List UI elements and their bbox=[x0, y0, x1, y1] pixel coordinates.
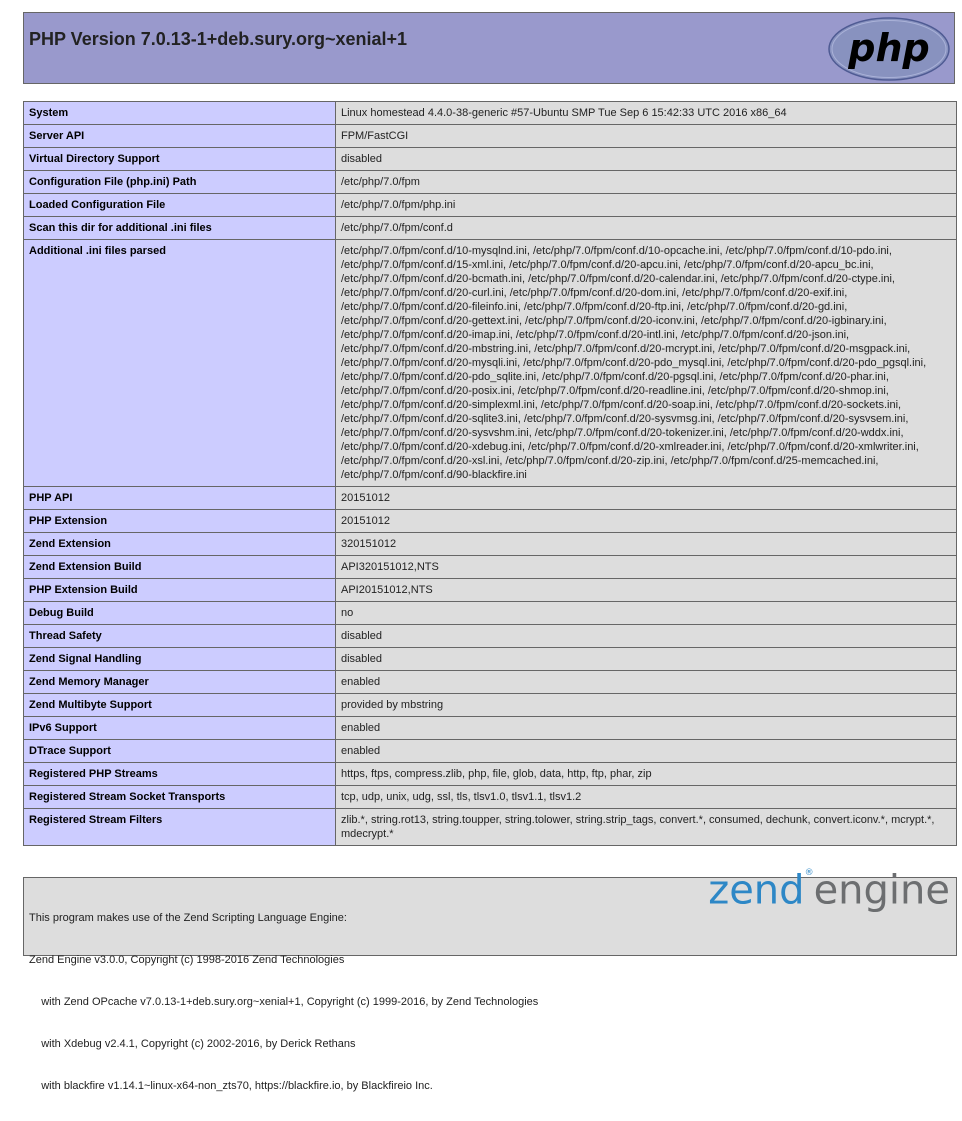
table-row bbox=[24, 809, 957, 846]
row-value: FPM/FastCGI bbox=[336, 125, 957, 148]
row-value: https, ftps, compress.zlib, php, file, glob, data, http, ftp, phar, zip bbox=[336, 763, 957, 786]
php-logo[interactable] bbox=[828, 17, 950, 86]
php-info-table bbox=[23, 101, 957, 846]
row-value: no bbox=[336, 602, 957, 625]
row-value: disabled bbox=[336, 148, 957, 171]
row-key: Zend Extension bbox=[24, 533, 336, 556]
row-key: Zend Signal Handling bbox=[24, 648, 336, 671]
row-value: /etc/php/7.0/fpm/conf.d bbox=[336, 217, 957, 240]
row-key: Configuration File (php.ini) Path bbox=[24, 171, 336, 194]
row-key: Debug Build bbox=[24, 602, 336, 625]
row-key: IPv6 Support bbox=[24, 717, 336, 740]
row-value: tcp, udp, unix, udg, ssl, tls, tlsv1.0, tlsv1.1, tlsv1.2 bbox=[336, 786, 957, 809]
table-row bbox=[24, 740, 957, 763]
row-key: Registered Stream Filters bbox=[24, 809, 336, 846]
table-row bbox=[24, 171, 957, 194]
row-value: 320151012 bbox=[336, 533, 957, 556]
row-key: Zend Multibyte Support bbox=[24, 694, 336, 717]
row-key: Additional .ini files parsed bbox=[24, 240, 336, 487]
zend-credits bbox=[29, 883, 538, 1121]
table-row bbox=[24, 786, 957, 809]
row-key: System bbox=[24, 102, 336, 125]
row-key: Registered Stream Socket Transports bbox=[24, 786, 336, 809]
row-key: PHP Extension bbox=[24, 510, 336, 533]
zend-logo-text: zend bbox=[708, 867, 805, 914]
table-row bbox=[24, 625, 957, 648]
table-row bbox=[24, 217, 957, 240]
row-value: API320151012,NTS bbox=[336, 556, 957, 579]
row-key: Loaded Configuration File bbox=[24, 194, 336, 217]
row-key: Server API bbox=[24, 125, 336, 148]
row-value: 20151012 bbox=[336, 487, 957, 510]
row-key: DTrace Support bbox=[24, 740, 336, 763]
table-row bbox=[24, 533, 957, 556]
row-key: Thread Safety bbox=[24, 625, 336, 648]
engine-logo-text: engine bbox=[813, 867, 950, 914]
footer-line: This program makes use of the Zend Scripting Language Engine: bbox=[29, 912, 347, 924]
footer-line: with blackfire v1.14.1~linux-x64-non_zts70, https://blackfire.io, by Blackfireio Inc. bbox=[29, 1080, 433, 1092]
table-row bbox=[24, 102, 957, 125]
table-row bbox=[24, 602, 957, 625]
row-value: zlib.*, string.rot13, string.toupper, string.tolower, string.strip_tags, convert.*, consumed, dechunk, convert.iconv.*, mcrypt.*, mdecrypt.* bbox=[336, 809, 957, 846]
table-row bbox=[24, 148, 957, 171]
row-key: Virtual Directory Support bbox=[24, 148, 336, 171]
row-value: enabled bbox=[336, 717, 957, 740]
zend-engine-logo[interactable] bbox=[708, 867, 950, 914]
zend-footer bbox=[23, 867, 957, 1092]
table-row bbox=[24, 194, 957, 217]
table-row bbox=[24, 125, 957, 148]
table-row bbox=[24, 717, 957, 740]
table-row bbox=[24, 556, 957, 579]
table-row bbox=[24, 694, 957, 717]
table-row bbox=[24, 487, 957, 510]
row-key: PHP Extension Build bbox=[24, 579, 336, 602]
row-value: disabled bbox=[336, 625, 957, 648]
php-logo-text: php bbox=[848, 26, 930, 70]
php-logo-icon bbox=[828, 17, 950, 81]
row-value: provided by mbstring bbox=[336, 694, 957, 717]
row-value: Linux homestead 4.4.0-38-generic #57-Ubuntu SMP Tue Sep 6 15:42:33 UTC 2016 x86_64 bbox=[336, 102, 957, 125]
table-row bbox=[24, 579, 957, 602]
row-key: Zend Extension Build bbox=[24, 556, 336, 579]
table-row bbox=[24, 671, 957, 694]
row-value: 20151012 bbox=[336, 510, 957, 533]
row-value: /etc/php/7.0/fpm/conf.d/10-mysqlnd.ini, /etc/php/7.0/fpm/conf.d/10-opcache.ini, /etc/php/7.0/fpm/conf.d/10-pdo.ini, /etc/php/7.0/fpm/conf.d/15-xml.ini, /etc/php/7.0/fpm/conf.d/20-apcu.ini, /etc/php/7.0/fpm/conf.d/20-apcu_bc.ini, /etc/php/7.0/fpm/conf.d/20-bcmath.ini, /etc/php/7.0/fpm/conf.d/20-calendar.ini, /etc/php/7.0/fpm/conf.d/20-ctype.ini, /etc/php/7.0/fpm/conf.d/20-curl.ini, /etc/php/7.0/fpm/conf.d/20-dom.ini, /etc/php/7.0/fpm/conf.d/20-exif.ini, /etc/php/7.0/fpm/conf.d/20-fileinfo.ini, /etc/php/7.0/fpm/conf.d/20-ftp.ini, /etc/php/7.0/fpm/conf.d/20-gd.ini, /etc/php/7.0/fpm/conf.d/20-gettext.ini, /etc/php/7.0/fpm/conf.d/20-iconv.ini, /etc/php/7.0/fpm/conf.d/20-igbinary.ini, /etc/php/7.0/fpm/conf.d/20-imap.ini, /etc/php/7.0/fpm/conf.d/20-intl.ini, /etc/php/7.0/fpm/conf.d/20-json.ini, /etc/php/7.0/fpm/conf.d/20-mbstring.ini, /etc/php/7.0/fpm/conf.d/20-mcrypt.ini, /etc/php/7.0/fpm/conf.d/20-msgpack.ini, /etc/php/7.0/fpm/conf.d/20-mysqli.ini, /etc/php/7.0/fpm/conf.d/20-pdo_mysql.ini, /etc/php/7.0/fpm/conf.d/20-pdo_pgsql.ini, /etc/php/7.0/fpm/conf.d/20-pdo_sqlite.ini, /etc/php/7.0/fpm/conf.d/20-pgsql.ini, /etc/php/7.0/fpm/conf.d/20-phar.ini, /etc/php/7.0/fpm/conf.d/20-posix.ini, /etc/php/7.0/fpm/conf.d/20-readline.ini, /etc/php/7.0/fpm/conf.d/20-shmop.ini, /etc/php/7.0/fpm/conf.d/20-simplexml.ini, /etc/php/7.0/fpm/conf.d/20-soap.ini, /etc/php/7.0/fpm/conf.d/20-sockets.ini, /etc/php/7.0/fpm/conf.d/20-sqlite3.ini, /etc/php/7.0/fpm/conf.d/20-sysvmsg.ini, /etc/php/7.0/fpm/conf.d/20-sysvsem.ini, /etc/php/7.0/fpm/conf.d/20-sysvshm.ini, /etc/php/7.0/fpm/conf.d/20-tokenizer.ini, /etc/php/7.0/fpm/conf.d/20-wddx.ini, /etc/php/7.0/fpm/conf.d/20-xdebug.ini, /etc/php/7.0/fpm/conf.d/20-xmlreader.ini, /etc/php/7.0/fpm/conf.d/20-xmlwriter.ini, /etc/php/7.0/fpm/conf.d/20-xsl.ini, /etc/php/7.0/fpm/conf.d/20-zip.ini, /etc/php/7.0/fpm/conf.d/25-memcached.ini, /etc/php/7.0/fpm/conf.d/90-blackfire.ini bbox=[336, 240, 957, 487]
row-value: /etc/php/7.0/fpm/php.ini bbox=[336, 194, 957, 217]
footer-line: Zend Engine v3.0.0, Copyright (c) 1998-2016 Zend Technologies bbox=[29, 954, 345, 966]
footer-line: with Zend OPcache v7.0.13-1+deb.sury.org~xenial+1, Copyright (c) 1999-2016, by Zend Technologies bbox=[29, 996, 539, 1008]
row-value: disabled bbox=[336, 648, 957, 671]
footer-line: with Xdebug v2.4.1, Copyright (c) 2002-2016, by Derick Rethans bbox=[29, 1038, 356, 1050]
row-key: PHP API bbox=[24, 487, 336, 510]
php-version-header bbox=[23, 12, 955, 84]
table-row bbox=[24, 240, 957, 487]
row-value: API20151012,NTS bbox=[336, 579, 957, 602]
row-value: enabled bbox=[336, 740, 957, 763]
row-value: /etc/php/7.0/fpm bbox=[336, 171, 957, 194]
page-title: PHP Version 7.0.13-1+deb.sury.org~xenial+1 bbox=[29, 29, 408, 49]
row-key: Zend Memory Manager bbox=[24, 671, 336, 694]
row-key: Registered PHP Streams bbox=[24, 763, 336, 786]
table-row bbox=[24, 648, 957, 671]
row-value: enabled bbox=[336, 671, 957, 694]
row-key: Scan this dir for additional .ini files bbox=[24, 217, 336, 240]
table-row bbox=[24, 510, 957, 533]
table-row bbox=[24, 763, 957, 786]
registered-mark: ® bbox=[804, 868, 814, 878]
